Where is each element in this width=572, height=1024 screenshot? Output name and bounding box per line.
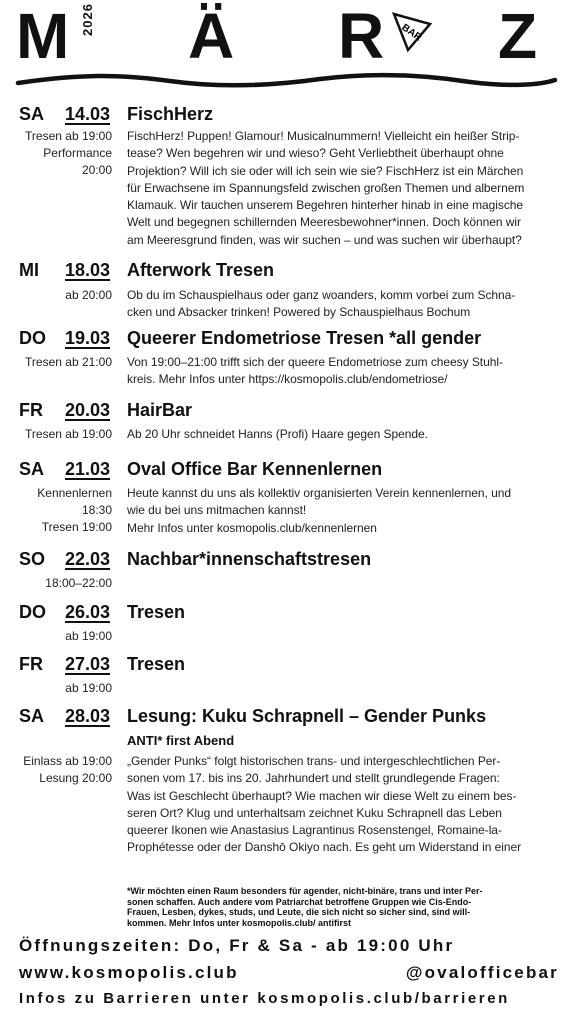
- event-day: 21.03: [65, 459, 111, 479]
- event-title: Queerer Endometriose Tresen *all gender: [127, 328, 482, 348]
- description-line: Welt und begegnen schillernden Meeresbewohner*innen. Doch können wir: [127, 215, 521, 230]
- event-weekday: SA: [19, 459, 45, 479]
- event-title: FischHerz: [127, 104, 214, 124]
- event-date: [19, 260, 110, 281]
- event-time: 18:30: [81, 503, 112, 517]
- event-day: 14.03: [65, 104, 111, 124]
- description-line: wie du bei uns mitmachen kannst!: [127, 503, 307, 518]
- description-line: queerer Ikonen wie Anastasius Lagrantinus Rosenstengel, Romaine-la-: [127, 823, 502, 838]
- footnote-line: sonen schaffen. Auch andere vom Patriarchat betroffene Gruppen wie Cis-Endo-: [127, 896, 472, 907]
- event-weekday: FR: [19, 400, 43, 420]
- event-date: [19, 400, 110, 421]
- event-weekday: SO: [19, 549, 46, 569]
- year-label: 2026: [80, 3, 95, 36]
- event-date: [19, 104, 110, 125]
- event-times: [0, 575, 112, 592]
- footnote-line: *Wir möchten einen Raum besonders für agender, nicht-binäre, trans und inter Per-: [127, 886, 483, 896]
- contact-line: [19, 963, 559, 983]
- month-letter-ae: Ä: [188, 0, 235, 72]
- event-description: [127, 426, 557, 443]
- event-title: Tresen: [127, 654, 186, 674]
- header: [0, 0, 572, 100]
- event-day: 26.03: [65, 602, 111, 622]
- description-line: FischHerz! Puppen! Glamour! Musicalnummern! Vielleicht ein heißer Strip-: [127, 129, 520, 143]
- event-times: [0, 287, 112, 304]
- event-day: 27.03: [65, 654, 111, 674]
- event-description: [127, 485, 557, 537]
- event-title: Oval Office Bar Kennenlernen: [127, 459, 383, 479]
- description-line: tease? Wen begehren wir und wieso? Geht Verliebtheit überhaupt ohne: [127, 146, 504, 161]
- event-title: Tresen: [127, 602, 186, 622]
- event-time: Tresen ab 19:00: [25, 129, 112, 143]
- description-line: Ab 20 Uhr schneidet Hanns (Profi) Haare gegen Spende.: [127, 427, 428, 441]
- description-line: Ob du im Schauspielhaus oder ganz woanders, komm vorbei zum Schna-: [127, 288, 516, 302]
- description-line: Heute kannst du uns als kollektiv organisierten Verein kennenlernen, und: [127, 486, 511, 500]
- description-line: Prophétesse oder der Danshō Okiyo nach. Es geht um Widerstand in einer: [127, 840, 522, 855]
- footnote: [127, 886, 552, 928]
- footnote-line: Frauen, Lesben, dykes, studs, und Leute, die sich nicht so sicher sind, sind will-: [127, 907, 471, 917]
- event-weekday: FR: [19, 654, 43, 674]
- description-line: Was ist Geschlecht überhaupt? Wie machen wir diese Welt zu einem bes-: [127, 788, 517, 803]
- logo-text: BAR: [399, 22, 424, 44]
- month-letter-r: R: [338, 0, 385, 72]
- event-times: [0, 485, 112, 536]
- description-line: kreis. Mehr Infos unter https://kosmopolis.club/endometriose/: [127, 372, 448, 387]
- event-weekday: DO: [19, 328, 46, 348]
- instagram-handle[interactable]: @ovalofficebar: [405, 963, 559, 982]
- event-day: 19.03: [65, 328, 111, 348]
- event-times: [0, 680, 112, 697]
- wave-divider: [0, 70, 572, 92]
- month-letter-m: M: [16, 0, 70, 72]
- event-time: ab 19:00: [65, 681, 112, 695]
- event-time: 18:00–22:00: [45, 576, 112, 590]
- event-time: Tresen ab 21:00: [25, 355, 112, 369]
- event-times: [0, 753, 112, 787]
- event-time: Einlass ab 19:00: [23, 754, 112, 768]
- event-day: 20.03: [65, 400, 111, 420]
- event-time: Performance: [43, 146, 112, 160]
- event-times: [0, 128, 112, 179]
- event-time: Tresen 19:00: [41, 520, 112, 534]
- event-times: [0, 354, 112, 371]
- description-line: Mehr Infos unter kosmopolis.club/kennenlernen: [127, 520, 377, 535]
- event-title: Lesung: Kuku Schrapnell – Gender Punks: [127, 706, 487, 726]
- description-line: Klamauk. Wir tauchen unserem Begehren hinterher hinab in eine magische: [127, 198, 524, 213]
- event-time: ab 20:00: [65, 288, 112, 302]
- event-weekday: MI: [19, 260, 39, 280]
- event-times: [0, 426, 112, 443]
- barriers-info[interactable]: Infos zu Barrieren unter kosmopolis.club/barrieren: [19, 990, 510, 1007]
- event-weekday: SA: [19, 104, 45, 124]
- event-date: [19, 549, 110, 570]
- event-subtitle: ANTI* first Abend: [127, 733, 235, 748]
- description-line: cken und Absacker trinken! Powered by Schauspielhaus Bochum: [127, 305, 471, 320]
- website-link[interactable]: www.kosmopolis.club: [19, 963, 239, 982]
- event-title: Nachbar*innenschaftstresen: [127, 549, 372, 569]
- event-description: [127, 287, 557, 322]
- event-weekday: SA: [19, 706, 45, 726]
- event-date: [19, 328, 110, 349]
- event-day: 18.03: [65, 260, 111, 280]
- event-time: Lesung 20:00: [39, 771, 112, 785]
- footnote-line: kommen. Mehr Infos unter kosmopolis.club/ antifirst: [127, 917, 352, 928]
- event-description: [127, 354, 557, 389]
- description-line: „Gender Punks“ folgt historischen trans- und intergeschlechtlichen Per-: [127, 754, 501, 768]
- event-date: [19, 654, 110, 675]
- description-line: Projektion? Will ich sie oder will ich sein wie sie? FischHerz ist ein Märchen: [127, 163, 524, 178]
- opening-hours: Öffnungszeiten: Do, Fr & Sa - ab 19:00 Uhr: [19, 936, 455, 955]
- event-date: [19, 602, 110, 623]
- event-time: Kennenlernen: [37, 486, 112, 500]
- description-line: seren Ort? Klug und unterhaltsam zeichnet Kuku Schrapnell das Leben: [127, 805, 502, 820]
- description-line: für Erwachsene im Spannungsfeld zwischen großen Themen und albernem: [127, 180, 525, 195]
- event-times: [0, 628, 112, 645]
- event-time: ab 19:00: [65, 629, 112, 643]
- event-date: [19, 459, 110, 480]
- event-title: Afterwork Tresen: [127, 260, 275, 280]
- event-day: 28.03: [65, 706, 111, 726]
- event-date: [19, 706, 110, 727]
- event-time: 20:00: [81, 163, 112, 177]
- bar-logo-icon: [390, 10, 434, 54]
- event-description: [127, 753, 557, 857]
- description-line: Von 19:00–21:00 trifft sich der queere Endometriose zum cheesy Stuhl-: [127, 355, 503, 369]
- description-line: am Meeresgrund finden, was wir suchen – und was suchen wir überhaupt?: [127, 232, 522, 247]
- event-day: 22.03: [65, 549, 111, 569]
- event-weekday: DO: [19, 602, 46, 622]
- month-letter-z: Z: [498, 0, 538, 72]
- event-title: HairBar: [127, 400, 193, 420]
- event-description: [127, 128, 557, 249]
- description-line: sonen vom 17. bis ins 20. Jahrhundert und stellt grundlegende Fragen:: [127, 771, 500, 786]
- event-time: Tresen ab 19:00: [25, 427, 112, 441]
